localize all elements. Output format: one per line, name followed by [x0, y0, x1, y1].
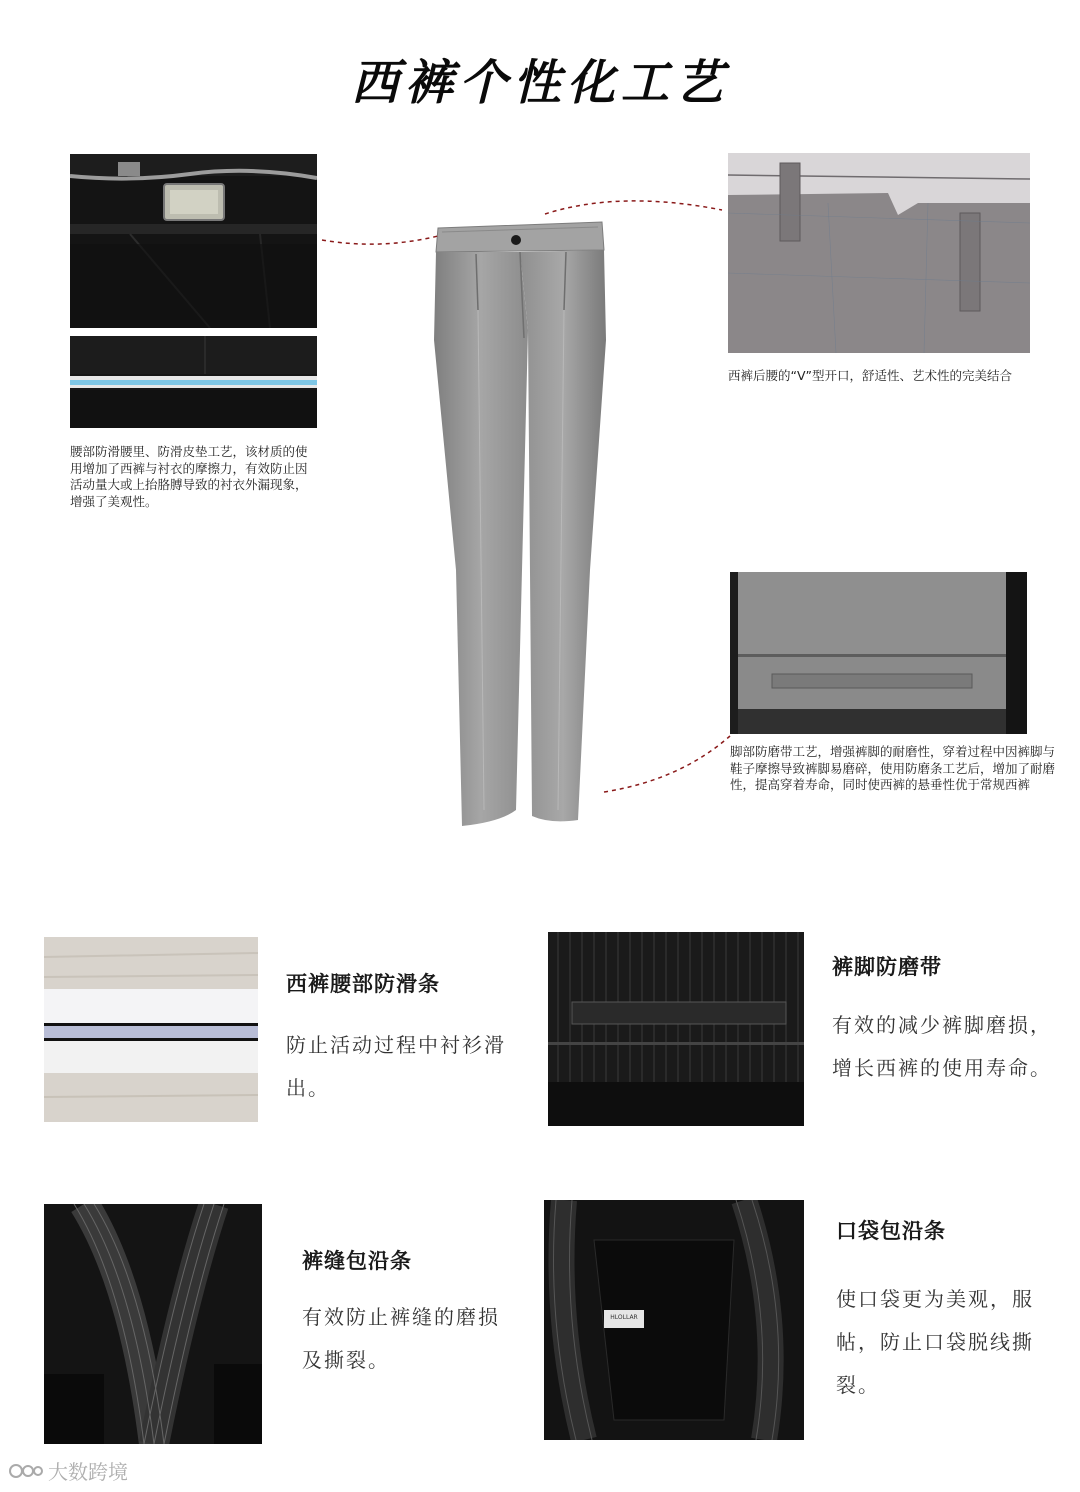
card3-photo	[44, 1204, 262, 1444]
card3-title: 裤缝包沿条	[302, 1248, 412, 1273]
waistband-caption: 腰部防滑腰里、防滑皮垫工艺，该材质的使用增加了西裤与衬衣的摩擦力，有效防止因活动量大或上抬胳膊导致的衬衣外漏现象，增强了美观性。	[70, 444, 308, 509]
card2-photo	[548, 932, 804, 1126]
watermark	[8, 1456, 128, 1485]
watermark-logo-icon	[8, 1460, 44, 1482]
card2-body: 有效的减少裤脚磨损，增长西裤的使用寿命。	[832, 1013, 1052, 1080]
card4-body: 使口袋更为美观，服帖，防止口袋脱线撕裂。	[836, 1287, 1034, 1397]
back-waist-v-photo	[728, 153, 1030, 353]
card1-photo	[44, 937, 258, 1122]
card4-title: 口袋包沿条	[836, 1218, 946, 1243]
garment-label-text: HLOLLAR	[610, 1314, 638, 1321]
card4-photo	[544, 1200, 804, 1440]
back-waist-caption: 西裤后腰的“V”型开口，舒适性、艺术性的完美结合	[728, 368, 1013, 383]
page-title: 西裤个性化工艺	[350, 55, 729, 111]
hem-tape-photo	[730, 572, 1027, 734]
card2-title: 裤脚防磨带	[832, 954, 942, 979]
card3-body: 有效防止裤缝的磨损及撕裂。	[302, 1305, 500, 1372]
watermark-text: 大数跨境	[48, 1460, 128, 1484]
hem-tape-caption: 脚部防磨带工艺，增强裤脚的耐磨性，穿着过程中因裤脚与鞋子摩擦导致裤脚易磨碎，使用防磨条工艺后，增加了耐磨性，提高穿着寿命，同时使西裤的悬垂性优于常规西裤	[730, 744, 1056, 792]
card1-body: 防止活动过程中衬衫滑出。	[286, 1033, 506, 1100]
card1-title: 西裤腰部防滑条	[286, 971, 440, 996]
